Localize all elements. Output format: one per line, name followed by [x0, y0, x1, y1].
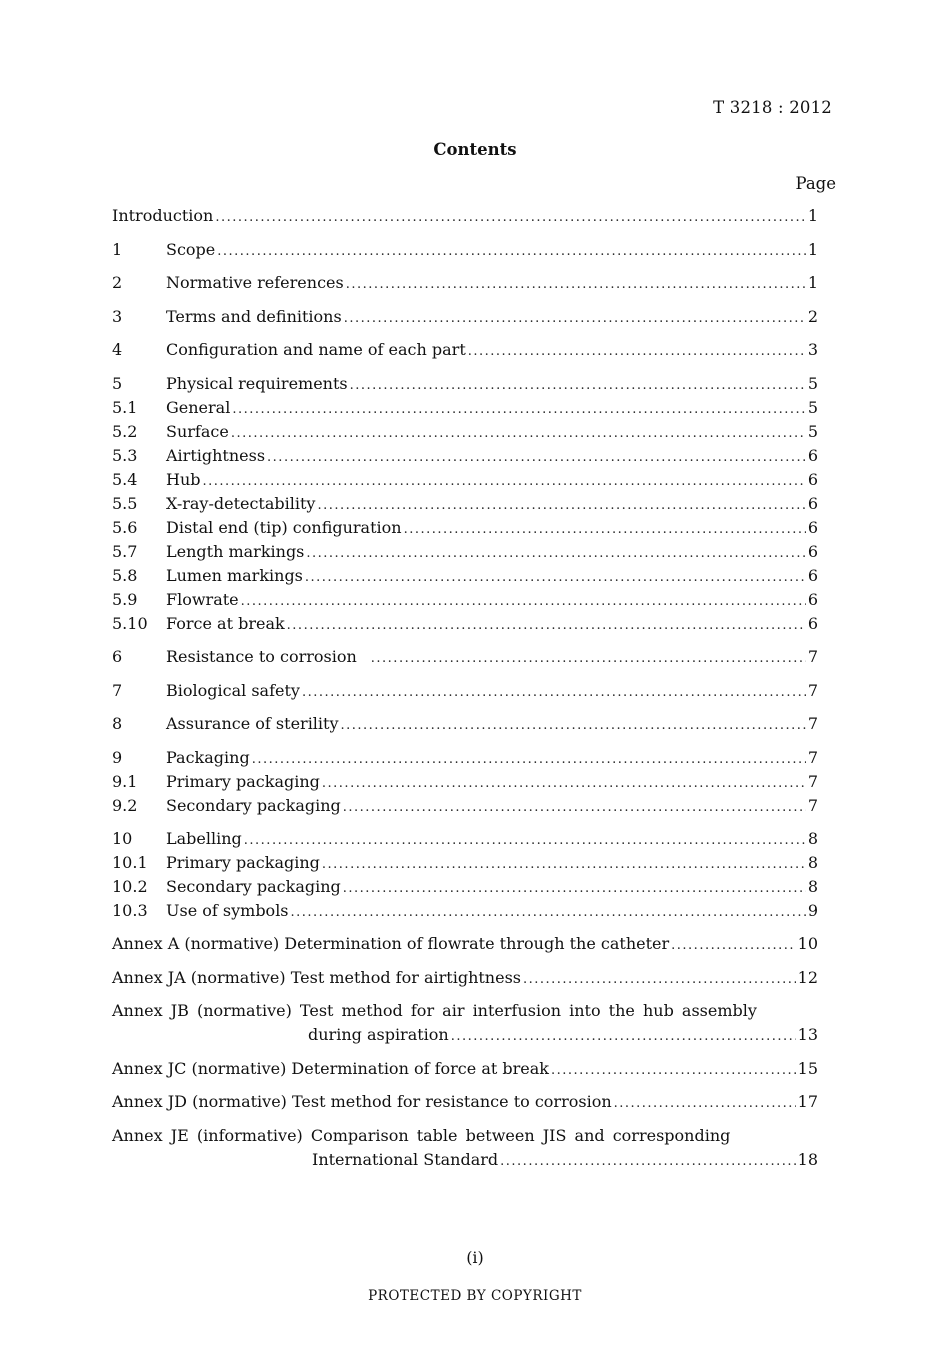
dot-leader [322, 772, 806, 796]
toc-entry-number: 7 [112, 681, 123, 700]
dot-leader [343, 877, 806, 901]
toc-entry-number: 9.2 [112, 796, 138, 815]
dot-leader [671, 934, 795, 958]
toc-entry-title: Annex A (normative) Determination of flowrate through the catheter [112, 934, 670, 953]
page-column-label: Page [795, 174, 836, 193]
toc-entry-number: 5.7 [112, 542, 138, 561]
toc-entry-title: Physical requirements [166, 374, 348, 393]
dot-leader [344, 307, 806, 331]
toc-entry-title: Annex JA (normative) Test method for airtightness [112, 968, 521, 987]
toc-entry-page: 7 [807, 714, 818, 733]
toc-entry[interactable] [112, 588, 818, 612]
toc-entry-title: Primary packaging [166, 772, 320, 791]
toc-entry-number: 6 [112, 647, 123, 666]
dot-leader [217, 240, 806, 264]
toc-entry-page: 10 [797, 934, 818, 953]
toc-entry[interactable] [112, 770, 818, 794]
toc-entry-annex-a[interactable] [112, 932, 818, 956]
dot-leader [317, 494, 805, 518]
toc-entry-page: 1 [807, 240, 818, 259]
toc-entry-title: Airtightness [166, 446, 266, 465]
dot-leader [203, 470, 806, 494]
toc-entry[interactable] [112, 444, 818, 468]
toc-entry-title: Introduction [112, 206, 214, 225]
toc-entry-page: 6 [807, 494, 818, 513]
toc-entry-page: 1 [807, 273, 818, 292]
toc-entry-number: 10.3 [112, 901, 148, 920]
dot-leader [322, 853, 806, 877]
toc-entry[interactable] [112, 516, 818, 540]
toc-entry-page: 17 [797, 1092, 818, 1111]
toc-entry-title: Normative references [166, 273, 344, 292]
toc-entry-title: Resistance to corrosion [166, 647, 357, 666]
toc-entry-page: 8 [807, 877, 818, 896]
toc-entry-title: X-ray-detectability [166, 494, 316, 513]
dot-leader [468, 340, 806, 364]
toc-entry-title: during aspiration [308, 1025, 449, 1044]
toc-entry-page: 3 [807, 340, 818, 359]
dot-leader [523, 968, 796, 992]
toc-entry[interactable] [112, 746, 818, 770]
toc-entry-title: Annex JD (normative) Test method for resistance to corrosion [112, 1092, 612, 1111]
toc-entry-number: 5.6 [112, 518, 138, 537]
dot-leader [302, 681, 806, 705]
dot-leader [343, 796, 806, 820]
toc-entry-page: 7 [807, 796, 818, 815]
toc-entry-page: 6 [807, 542, 818, 561]
toc-entry-page: 15 [797, 1059, 818, 1078]
toc-entry-number: 5.9 [112, 590, 138, 609]
toc-entry[interactable] [112, 679, 818, 703]
toc-entry-page: 18 [797, 1150, 818, 1169]
toc-entry[interactable] [112, 899, 818, 923]
toc-entry-title: Packaging [166, 748, 250, 767]
toc-entry-page: 6 [807, 446, 818, 465]
toc-entry-page: 1 [807, 206, 818, 225]
toc-entry-introduction[interactable] [112, 204, 818, 228]
toc-entry-number: 1 [112, 240, 123, 259]
dot-leader [350, 374, 806, 398]
toc-entry-number: 5.10 [112, 614, 148, 633]
toc-entry-title: Use of symbols [166, 901, 289, 920]
toc-entry-title: Flowrate [166, 590, 239, 609]
dot-leader [215, 206, 805, 230]
dot-leader [252, 748, 806, 772]
toc-entry-page: 5 [807, 374, 818, 393]
toc-entry-page: 7 [807, 647, 818, 666]
toc-entry[interactable] [112, 338, 818, 362]
toc-entry-title: Length markings [166, 542, 305, 561]
toc-entry-title: Lumen markings [166, 566, 303, 585]
toc-entry[interactable] [112, 645, 818, 669]
toc-entry-title: Distal end (tip) configuration [166, 518, 402, 537]
toc-entry-page: 13 [797, 1025, 818, 1044]
toc-entry-page: 6 [807, 566, 818, 585]
dot-leader [404, 518, 806, 542]
toc-entry-page: 6 [807, 614, 818, 633]
toc-entry[interactable] [112, 238, 818, 262]
toc-entry-title: Configuration and name of each part [166, 340, 466, 359]
toc-entry-title: Labelling [166, 829, 242, 848]
toc-entry-title: Assurance of sterility [166, 714, 339, 733]
toc-entry-page: 7 [807, 681, 818, 700]
toc-entry-title: General [166, 398, 231, 417]
dot-leader [451, 1025, 796, 1049]
copyright-notice: PROTECTED BY COPYRIGHT [368, 1288, 582, 1304]
toc-entry-page: 8 [807, 829, 818, 848]
toc-entry[interactable] [112, 420, 818, 444]
dot-leader [306, 542, 805, 566]
dot-leader [287, 614, 806, 638]
toc-entry-title: Primary packaging [166, 853, 320, 872]
toc-entry-number: 5.4 [112, 470, 138, 489]
dot-leader [244, 829, 806, 853]
toc-entry-page: 6 [807, 470, 818, 489]
toc-entry-number: 5.3 [112, 446, 138, 465]
toc-entry[interactable] [112, 564, 818, 588]
toc-entry-number: 5.1 [112, 398, 138, 417]
toc-entry-page: 5 [807, 398, 818, 417]
toc-entry[interactable] [112, 794, 818, 818]
toc-entry-title: Annex JC (normative) Determination of force at break [112, 1059, 549, 1078]
toc-entry-page: 7 [807, 748, 818, 767]
dot-leader [305, 566, 806, 590]
toc-entry-number: 8 [112, 714, 123, 733]
toc-entry-annex-jc[interactable] [112, 1057, 818, 1081]
dot-leader [500, 1150, 795, 1174]
toc-entry-page: 12 [797, 968, 818, 987]
toc-entry-annex-jb-line2[interactable] [308, 1023, 818, 1047]
dot-leader [291, 901, 806, 925]
toc-entry[interactable] [112, 540, 818, 564]
toc-entry[interactable] [112, 827, 818, 851]
dot-leader [551, 1059, 796, 1083]
toc-entry-page: 7 [807, 772, 818, 791]
toc-entry-number: 4 [112, 340, 123, 359]
toc-entry-title: International Standard [312, 1150, 499, 1169]
toc-entry[interactable] [112, 492, 818, 516]
toc-entry-annex-je-line2[interactable] [312, 1148, 818, 1172]
toc-entry-title: Surface [166, 422, 229, 441]
toc-entry-page: 6 [807, 590, 818, 609]
toc-entry-number: 5.8 [112, 566, 138, 585]
toc-entry-page: 6 [807, 518, 818, 537]
toc-entry-title: Secondary packaging [166, 877, 341, 896]
toc-entry-annex-jb-line1[interactable]: Annex JB (normative) Test method for air interfusion into the hub assembly [112, 1001, 757, 1020]
toc-entry-page: 8 [807, 853, 818, 872]
footer-page-number: (i) [466, 1248, 484, 1267]
toc-entry[interactable] [112, 372, 818, 396]
toc-entry[interactable] [112, 875, 818, 899]
toc-entry-title: Scope [166, 240, 216, 259]
dot-leader [241, 590, 806, 614]
dot-leader [232, 398, 805, 422]
dot-leader [346, 273, 806, 297]
dot-leader [371, 647, 806, 671]
toc-entry-number: 9.1 [112, 772, 138, 791]
toc-entry[interactable] [112, 712, 818, 736]
toc-entry-number: 10 [112, 829, 133, 848]
toc-entry-number: 5 [112, 374, 123, 393]
document-number: T 3218 : 2012 [713, 98, 832, 117]
toc-entry-title: Secondary packaging [166, 796, 341, 815]
dot-leader [614, 1092, 796, 1116]
toc-entry[interactable] [112, 612, 818, 636]
dot-leader [267, 446, 806, 470]
toc-entry-number: 3 [112, 307, 123, 326]
toc-entry[interactable] [112, 396, 818, 420]
page-title: Contents [433, 140, 517, 159]
toc-entry-page: 5 [807, 422, 818, 441]
toc-entry-page: 9 [807, 901, 818, 920]
toc-entry-number: 10.1 [112, 853, 148, 872]
toc-entry-number: 5.5 [112, 494, 138, 513]
toc-entry-annex-ja[interactable] [112, 966, 818, 990]
toc-entry-title: Biological safety [166, 681, 300, 700]
toc-entry-number: 5.2 [112, 422, 138, 441]
dot-leader [231, 422, 806, 446]
toc-entry-number: 9 [112, 748, 123, 767]
toc-entry-page: 2 [807, 307, 818, 326]
toc-entry-number: 2 [112, 273, 123, 292]
toc-entry[interactable] [112, 851, 818, 875]
toc-entry-annex-je-line1[interactable]: Annex JE (informative) Comparison table between JIS and corresponding [112, 1126, 731, 1145]
toc-entry-title: Hub [166, 470, 201, 489]
toc-entry-number: 10.2 [112, 877, 148, 896]
toc-entry-title: Terms and definitions [166, 307, 342, 326]
toc-entry-annex-jd[interactable] [112, 1090, 818, 1114]
toc-entry-title: Force at break [166, 614, 285, 633]
toc-entry[interactable] [112, 305, 818, 329]
toc-entry[interactable] [112, 468, 818, 492]
dot-leader [341, 714, 806, 738]
toc-entry[interactable] [112, 271, 818, 295]
